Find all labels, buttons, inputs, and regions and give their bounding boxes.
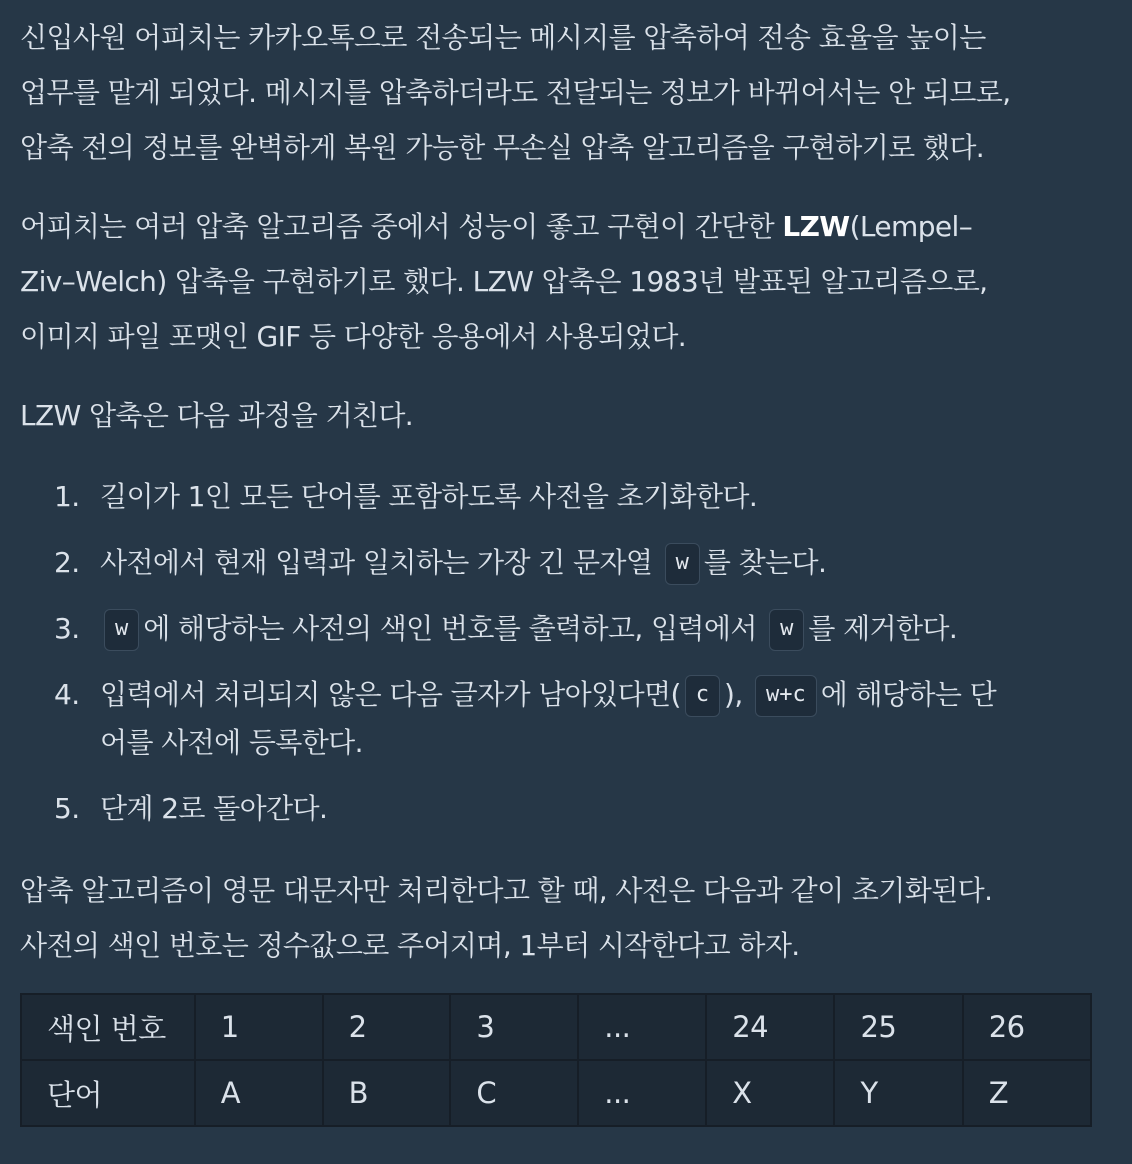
step-text: 를 제거한다. xyxy=(808,612,958,645)
inline-code: w xyxy=(665,543,700,585)
table-row xyxy=(21,1060,1091,1126)
list-item xyxy=(54,473,1112,521)
table-cell: A xyxy=(195,1060,323,1126)
table-cell: 2 xyxy=(323,994,451,1060)
step-text: 사전에서 현재 입력과 일치하는 가장 긴 문자열 xyxy=(100,546,653,579)
text-line: 압축 알고리즘이 영문 대문자만 처리한다고 할 때, 사전은 다음과 같이 초기화된다. xyxy=(20,874,993,907)
inline-code: w xyxy=(769,609,804,651)
table-cell: Z xyxy=(963,1060,1091,1126)
text-segment: 어피치는 여러 압축 알고리즘 중에서 성능이 좋고 구현이 간단한 xyxy=(20,210,783,243)
dictionary-table xyxy=(20,993,1092,1127)
step-text: 입력에서 처리되지 않은 다음 글자가 남아있다면( xyxy=(100,678,681,711)
text-line: 이미지 파일 포맷인 GIF 등 다양한 응용에서 사용되었다. xyxy=(20,320,687,353)
table-cell: 1 xyxy=(195,994,323,1060)
lzw-paragraph xyxy=(20,199,1112,364)
table-row-header: 색인 번호 xyxy=(21,994,195,1060)
dictionary-paragraph xyxy=(20,863,1112,973)
list-item xyxy=(54,539,1112,587)
table-cell: C xyxy=(450,1060,578,1126)
text-line: Ziv–Welch) 압축을 구현하기로 했다. LZW 압축은 1983년 발표된 알고리즘으로, xyxy=(20,265,988,298)
step-body xyxy=(100,605,1112,653)
inline-code: w+c xyxy=(755,675,817,717)
step-number: 4. xyxy=(54,678,80,711)
steps-list xyxy=(20,473,1112,833)
process-intro: LZW 압축은 다음 과정을 거친다. xyxy=(20,399,414,432)
step-number: 1. xyxy=(54,480,80,513)
table-cell: 3 xyxy=(450,994,578,1060)
table-cell: ... xyxy=(578,1060,706,1126)
step-number: 5. xyxy=(54,792,80,825)
text-segment: (Lempel– xyxy=(849,210,973,243)
lzw-bold-term: LZW xyxy=(782,210,850,243)
text-line: 사전의 색인 번호는 정수값으로 주어지며, 1부터 시작한다고 하자. xyxy=(20,929,800,962)
step-text: 를 찾는다. xyxy=(703,546,827,579)
table-cell: X xyxy=(706,1060,834,1126)
step-text: 길이가 1인 모든 단어를 포함하도록 사전을 초기화한다. xyxy=(100,480,758,513)
text-line: 업무를 맡게 되었다. 메시지를 압축하더라도 전달되는 정보가 바뀌어서는 안 되므로, xyxy=(20,76,1011,109)
step-body xyxy=(100,671,1112,767)
step-text: 에 해당하는 사전의 색인 번호를 출력하고, 입력에서 xyxy=(143,612,757,645)
table-cell: 26 xyxy=(963,994,1091,1060)
step-number: 2. xyxy=(54,546,80,579)
list-item xyxy=(54,605,1112,653)
step-text: 에 해당하는 단 xyxy=(820,678,997,711)
table-cell: 24 xyxy=(706,994,834,1060)
step-text: ), xyxy=(724,678,743,711)
intro-paragraph xyxy=(20,10,1112,175)
step-text: 단계 2로 돌아간다. xyxy=(100,792,328,825)
table-cell: 25 xyxy=(834,994,962,1060)
text-line: 신입사원 어피치는 카카오톡으로 전송되는 메시지를 압축하여 전송 효율을 높이는 xyxy=(20,21,986,54)
inline-code: c xyxy=(685,675,720,717)
step-number: 3. xyxy=(54,612,80,645)
step-body xyxy=(100,539,1112,587)
table-row-header: 단어 xyxy=(21,1060,195,1126)
table-row xyxy=(21,994,1091,1060)
table-cell: B xyxy=(323,1060,451,1126)
table-cell: Y xyxy=(834,1060,962,1126)
inline-code: w xyxy=(104,609,139,651)
text-line: 압축 전의 정보를 완벽하게 복원 가능한 무손실 압축 알고리즘을 구현하기로 했다. xyxy=(20,131,985,164)
list-item xyxy=(54,785,1112,833)
step-text: 어를 사전에 등록한다. xyxy=(100,726,363,759)
list-item xyxy=(54,671,1112,767)
table-cell: ... xyxy=(578,994,706,1060)
